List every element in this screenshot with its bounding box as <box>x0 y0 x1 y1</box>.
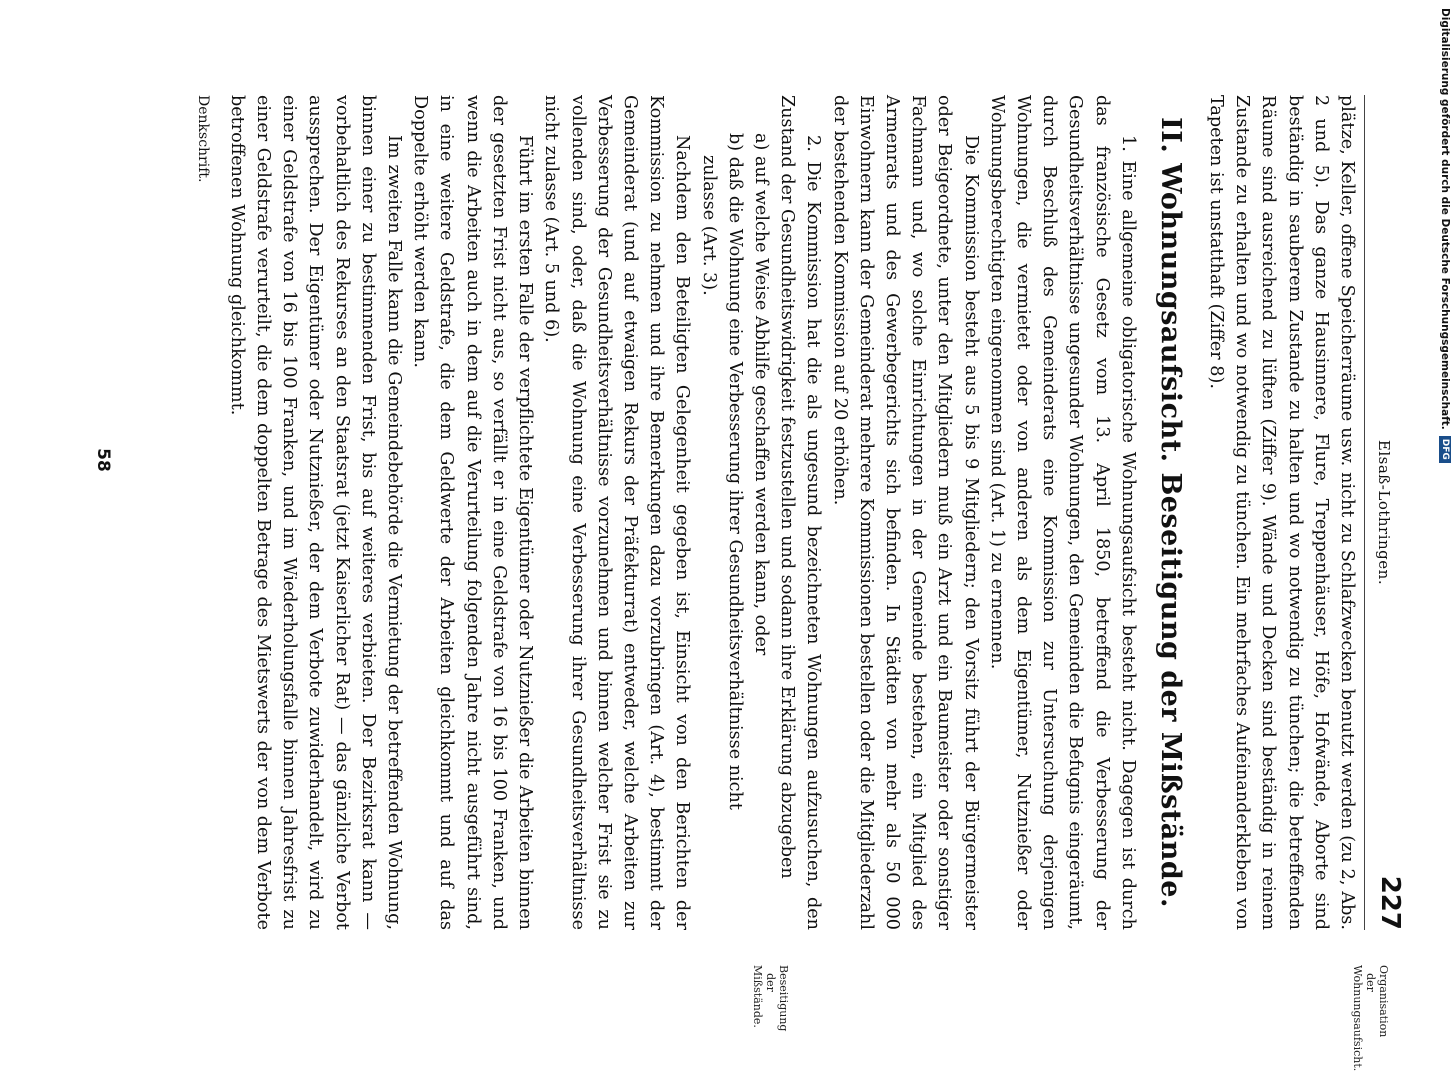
dfg-credit-text: Digitalisierung gefördert durch die Deutsche Forschungsgemeinschaft. <box>1439 8 1451 430</box>
list-item-b-text: b) daß die Wohnung eine Verbesserung ihrer Gesundheitsverhältnisse nicht <box>724 133 745 810</box>
running-head <box>1364 95 1405 930</box>
footer-signature: Denkschrift. <box>194 95 211 183</box>
paragraph-1: plätze, Keller, offene Speicherräume usw. nicht zu Schlafzwecken benutzt werden (zu 2, Abs. 2 und 5). Das ganze Hausinnere, Flure, Treppenhäuser, Höfe, Hofwände, Aborte sind beständig in sauberem Zustande zu halten und wo notwendig zu tünchen; die betreffenden Räume sind ausreichend zu lüften (Ziffer 9). Wände und Decken sind beständig in reinem Zustande zu erhalten und wo notwendig zu tünchen. Ein mehrfaches Aufeinanderkleben von Tapeten ist unstatthaft (Ziffer 8). <box>1205 95 1357 930</box>
paragraph-4: 2. Die Kommission hat die als ungesund bezeichneten Wohnungen aufzusuchen, den Zustand der Gesundheitswidrigkeit festzustellen und sodann ihre Erklärung abzugeben <box>777 95 824 930</box>
dfg-credit-rotated <box>1439 8 1451 993</box>
body-text <box>194 95 1360 930</box>
paragraph-5: Nachdem den Beteiligten Gelegenheit gegeben ist, Einsicht von den Berichten der Kommission zu nehmen und ihre Bemerkungen dazu vorzubringen (Art. 4), bestimmt der Gemeinderat (und auf etwaigen Rekurs der Präfekturrat) entweder, welche Arbeiten zur Verbesserung der Gesundheitsverhältnisse vorzunehmen und binnen welcher Frist sie zu vollenden sind, oder, daß die Wohnung eine Verbesserung ihrer Gesundheitsverhältnisse nicht zulasse (Art. 5 und 6). <box>541 95 693 930</box>
section-heading: II. Wohnungsaufsicht. Beseitigung der Mißstände. <box>1154 117 1186 908</box>
dfg-logo: DFG <box>1439 436 1451 463</box>
margin-note-beseitigung: Beseitigung der Mißstände. <box>751 965 790 1032</box>
list-item-a: a) auf welche Weise Abhilfe geschaffen werden kann, oder <box>750 133 771 656</box>
list-item-b-continuation: zulasse (Art. 3). <box>698 155 719 296</box>
paragraph-3: Die Kommission besteht aus 5 bis 9 Mitgliedern; den Vorsitz führt der Bürgermeister oder Beigeordnete, unter den Mitgliedern muß ein Arzt und ein Baumeister oder sonstiger Fachmann und, wo solche Einrichtungen in der Gemeinde bestehen, ein Mitglied des Armenrats und des Gewerbegerichts sich befinden. In Städten von mehr als 50 000 Einwohnern kann der Gemeinderat mehrere Kommissionen bestellen oder die Mitgliederzahl der bestehenden Kommission auf 20 erhöhen. <box>829 95 981 930</box>
paragraph-2: 1. Eine allgemeine obligatorische Wohnungsaufsicht besteht nicht. Dagegen ist durch das französische Gesetz vom 13. April 1850, betreffend die Verbesserung der Gesundheitsverhältnisse ungesunder Wohnungen, den Gemeinden die Befugnis eingeräumt, durch Beschluß des Gemeinderats eine Kommission zur Untersuchung derjenigen Wohnungen, die vermietet oder von anderen als dem Eigentümer, Nutznießer oder Wohnungsberechtigten eingenommen sind (Art. 1) zu ernennen. <box>986 95 1138 930</box>
paragraph-6: Führt im ersten Falle der verpflichtete Eigentümer oder Nutznießer die Arbeiten binnen der gesetzten Frist nicht aus, so verfällt er in eine Geldstrafe von 16 bis 100 Franken, und wenn die Arbeiten auch in dem auf die Verurteilung folgenden Jahre nicht ausgeführt sind, in eine weitere Geldstrafe, die dem Geldwerte der Arbeiten gleichkommt und auf das Doppelte erhöht werden kann. <box>410 95 536 930</box>
running-head-title: Elsaß-Lothringen. <box>1375 439 1393 586</box>
list-item-b <box>695 95 747 930</box>
margin-note-organisation: Organisation der Wohnungsaufsicht. <box>1351 965 1390 1071</box>
paragraph-7: Im zweiten Falle kann die Gemeindebehörde die Vermietung der betreffenden Wohnung, binnen einer zu bestimmenden Frist, bis auf weiteres verbieten. Der Bezirksrat kann — vorbehaltlich des Rekurses an den Staatsrat (jetzt Kaiserlicher Rat) — das gänzliche Verbot aussprechen. Der Eigentümer oder Nutznießer, der dem Verbote zuwiderhandelt, wird zu einer Geldstrafe von 16 bis 100 Franken, und im Wiederholungsfalle binnen Jahresfrist zu einer Geldstrafe verurteilt, die dem doppelten Betrage des Mietswerts der von dem Verbote betroffenen Wohnung gleichkommt. <box>226 95 405 930</box>
dfg-credit-strip <box>1439 8 1451 993</box>
sheet-number: 58 <box>93 448 113 472</box>
page-number: 227 <box>1375 875 1405 930</box>
